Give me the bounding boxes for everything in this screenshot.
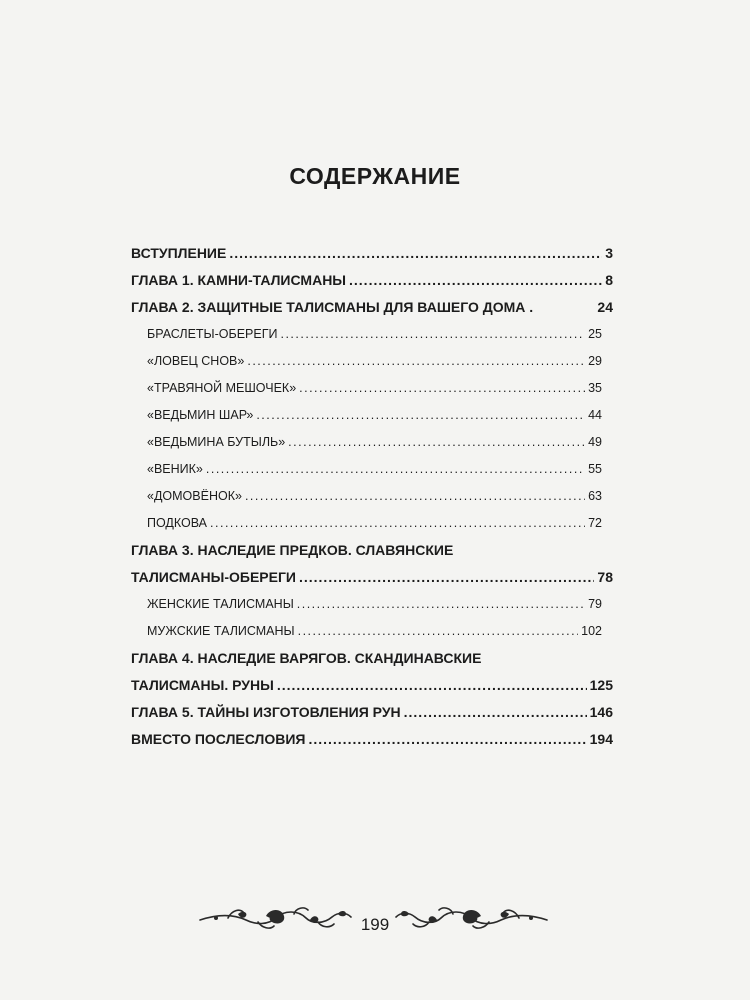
- toc-subentry: [131, 510, 602, 537]
- toc-entry-page: 63: [588, 489, 602, 503]
- toc-subentry: [131, 375, 602, 402]
- toc-entry-title: ГЛАВА 4. НАСЛЕДИЕ ВАРЯГОВ. СКАНДИНАВСКИЕ: [131, 650, 482, 666]
- dot-leader: [256, 402, 585, 429]
- dot-leader: [297, 591, 585, 618]
- toc-entry-title: ВМЕСТО ПОСЛЕСЛОВИЯ: [131, 731, 306, 747]
- toc-subentry: [131, 591, 602, 618]
- toc-entry-title: ВСТУПЛЕНИЕ: [131, 245, 227, 261]
- toc-entry-page: 146: [589, 704, 613, 720]
- dot-leader: [277, 672, 587, 699]
- toc-entry-afterword: [131, 726, 613, 753]
- toc-entry-title: ГЛАВА 5. ТАЙНЫ ИЗГОТОВЛЕНИЯ РУН: [131, 704, 401, 720]
- dot-leader: [349, 267, 602, 294]
- dot-leader: [206, 456, 585, 483]
- toc-subentry: [131, 618, 602, 645]
- toc-subentry: [131, 429, 602, 456]
- toc-subentry: [131, 402, 602, 429]
- toc-entry-title: ЖЕНСКИЕ ТАЛИСМАНЫ: [147, 597, 294, 611]
- toc-entry-chapter-5: [131, 699, 613, 726]
- dot-leader: [280, 321, 585, 348]
- toc-entry-page: 55: [588, 462, 602, 476]
- toc-subentry: [131, 321, 602, 348]
- dot-leader: [229, 240, 602, 267]
- toc-entry-chapter-3: [131, 537, 613, 591]
- dot-leader: [308, 726, 586, 753]
- toc-entry-title: «ВЕНИК»: [147, 462, 203, 476]
- toc-entry-title: «ЛОВЕЦ СНОВ»: [147, 354, 245, 368]
- toc-entry-title: МУЖСКИЕ ТАЛИСМАНЫ: [147, 624, 295, 638]
- toc-entry-title: «ВЕДЬМИНА БУТЫЛЬ»: [147, 435, 286, 449]
- dot-leader: [298, 618, 579, 645]
- toc-entry-title: БРАСЛЕТЫ-ОБЕРЕГИ: [147, 327, 278, 341]
- dot-leader: [245, 483, 585, 510]
- dot-leader: [210, 510, 585, 537]
- toc-entry-title-cont: ТАЛИСМАНЫ. РУНЫ: [131, 677, 274, 693]
- toc-entry-title: «ВЕДЬМИН ШАР»: [147, 408, 254, 422]
- page-number: 199: [360, 915, 390, 934]
- toc-entry-page: 125: [589, 677, 613, 693]
- toc-entry-title: ПОДКОВА: [147, 516, 208, 530]
- dot-leader: [288, 429, 585, 456]
- toc-subentry: [131, 456, 602, 483]
- toc-entry-title: ГЛАВА 1. КАМНИ-ТАЛИСМАНЫ: [131, 272, 347, 288]
- toc-entry-title: «ДОМОВЁНОК»: [147, 489, 242, 503]
- toc-entry-chapter-4: [131, 645, 613, 699]
- toc-entry-page: 3: [605, 245, 613, 261]
- toc-entry-title-cont: ТАЛИСМАНЫ-ОБЕРЕГИ: [131, 569, 296, 585]
- toc-entry-page: 25: [588, 327, 602, 341]
- toc-entry-page: 72: [588, 516, 602, 530]
- ornament-right-icon: [394, 900, 549, 934]
- toc-entry-page: 49: [588, 435, 602, 449]
- table-of-contents: [131, 240, 613, 753]
- dot-leader: [299, 564, 594, 591]
- dot-leader: [247, 348, 585, 375]
- toc-entry-page: 78: [597, 569, 613, 585]
- toc-entry-page: 79: [588, 597, 602, 611]
- ornament-left-icon: [198, 900, 353, 934]
- toc-entry-title: «ТРАВЯНОЙ МЕШОЧЕК»: [147, 381, 297, 395]
- toc-entry-page: 29: [588, 354, 602, 368]
- toc-entry-page: 8: [605, 272, 613, 288]
- toc-subentry: [131, 348, 602, 375]
- toc-entry-title: ГЛАВА 3. НАСЛЕДИЕ ПРЕДКОВ. СЛАВЯНСКИЕ: [131, 542, 454, 558]
- toc-entry-page: 44: [588, 408, 602, 422]
- toc-entry-page: 102: [581, 624, 602, 638]
- toc-entry-chapter-2: [131, 294, 613, 321]
- toc-entry-page: 24: [597, 299, 613, 315]
- toc-entry-line: [131, 564, 613, 591]
- toc-entry-page: 35: [588, 381, 602, 395]
- toc-entry-page: 194: [589, 731, 613, 747]
- toc-entry-introduction: [131, 240, 613, 267]
- toc-subentry: [131, 483, 602, 510]
- toc-entry-title: ГЛАВА 2. ЗАЩИТНЫЕ ТАЛИСМАНЫ ДЛЯ ВАШЕГО ДОМА .: [131, 299, 534, 315]
- toc-entry-chapter-1: [131, 267, 613, 294]
- toc-entry-line: [131, 672, 613, 699]
- dot-leader: [404, 699, 587, 726]
- dot-leader: [299, 375, 585, 402]
- page-title: СОДЕРЖАНИЕ: [289, 163, 461, 189]
